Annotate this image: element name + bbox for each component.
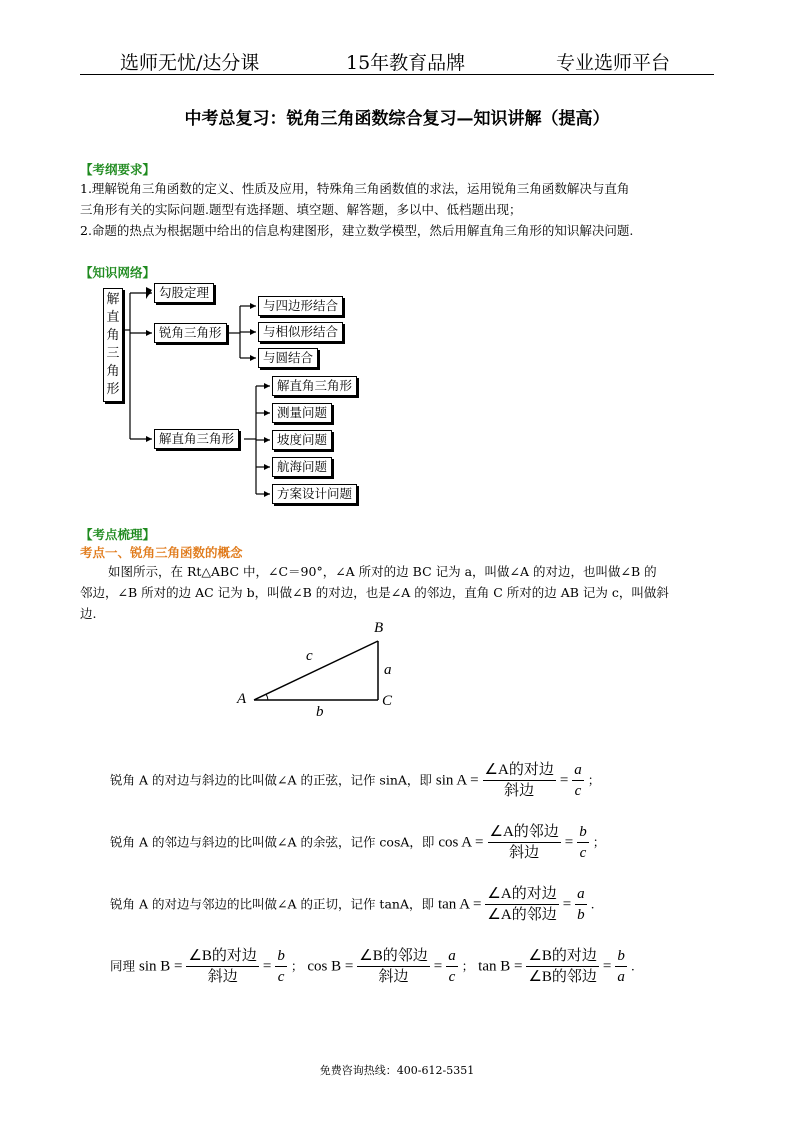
formula-tan: 锐角 A 的对边与邻边的比叫做∠A 的正切，记作 tanA，即 tan A = $\frac{\text{∠A的对边}}{\text{∠A的邻边}}$ = $\frac{a}{b}$ . (110, 886, 595, 923)
header-right: 专业选师平台 (556, 52, 671, 74)
node-jiezhijiao: 解直角三角形 (154, 429, 239, 449)
side-c (254, 641, 378, 700)
triangle-label-C: C (382, 693, 393, 709)
formula-angle-B: 同理 sin B = $\frac{\text{∠B的对边}}{\text{斜边}}$ = $\frac{b}{c}$ ； cos B = $\frac{\text{∠B的邻边}}{\text{斜边}}$ = $\frac{a}{c}$ ； tan B = $\frac{\text{∠B的对边}}{\text{∠B的邻边}}$ = $\frac{b}{a}$ . (110, 948, 635, 985)
kaodian-para-line3: 边. (80, 606, 97, 621)
node-gougu: 勾股定理 (154, 283, 214, 303)
node-hanghai: 航海问题 (272, 457, 332, 477)
network-root: 解 直 角 三 角 形 (103, 288, 123, 402)
kaodian-para-line2: 邻边，∠B 所对的边 AC 记为 b，叫做∠B 的对边，也是∠A 的邻边，直角 C 所对的边 AB 记为 c，叫做斜 (80, 585, 669, 600)
page-title: 中考总复习：锐角三角函数综合复习—知识讲解（提高） (184, 109, 610, 129)
triangle-label-c: c (306, 648, 313, 664)
node-xiangsi: 与相似形结合 (258, 322, 343, 342)
node-podu: 坡度问题 (272, 430, 332, 450)
angle-arc (266, 694, 268, 700)
kaodian-sub1: 考点一、锐角三角函数的概念 (80, 545, 243, 560)
kaogang-item2: 2.命题的热点为根据题中给出的信息构建图形，建立数学模型，然后用解直角三角形的知识解决问题. (80, 223, 634, 238)
header-center: 15年教育品牌 (346, 52, 466, 74)
triangle-label-A: A (237, 691, 247, 707)
kaodian-para-line1: 如图所示，在 Rt△ABC 中，∠C＝90°，∠A 所对的边 BC 记为 a，叫做∠A 的对边，也叫做∠B 的 (108, 564, 657, 579)
formula-sin: 锐角 A 的对边与斜边的比叫做∠A 的正弦，记作 sinA，即 sin A = $\frac{\text{∠A的对边}}{\text{斜边}}$ = $\frac{a}{c}$ ； (110, 762, 601, 799)
section-heading-zhishi: 【知识网络】 (80, 265, 156, 280)
header-left: 选师无忧/达分课 (120, 52, 260, 74)
node-celiang: 测量问题 (272, 403, 332, 423)
section-heading-kaogang: 【考纲要求】 (80, 162, 156, 177)
node-jie: 解直角三角形 (272, 376, 357, 396)
kaogang-item1-line1: 1.理解锐角三角函数的定义、性质及应用，特殊角三角函数值的求法，运用锐角三角函数解决与直角 (80, 181, 630, 196)
section-heading-kaodian: 【考点梳理】 (80, 527, 156, 542)
kaogang-item1-line2: 三角形有关的实际问题.题型有选择题、填空题、解答题，多以中、低档题出现； (80, 202, 522, 217)
node-fangan: 方案设计问题 (272, 484, 357, 504)
node-yuan: 与圆结合 (258, 348, 318, 368)
node-ruijiao: 锐角三角形 (154, 323, 227, 343)
formula-cos: 锐角 A 的邻边与斜边的比叫做∠A 的余弦，记作 cosA，即 cos A = $\frac{\text{∠A的邻边}}{\text{斜边}}$ = $\frac{b}{c}$ ； (110, 824, 606, 861)
triangle-label-b: b (316, 704, 324, 720)
triangle-label-a: a (384, 662, 392, 678)
node-sibianxing: 与四边形结合 (258, 296, 343, 316)
footer-hotline: 免费咨询热线：400-612-5351 (319, 1064, 475, 1077)
triangle-label-B: B (374, 620, 384, 636)
